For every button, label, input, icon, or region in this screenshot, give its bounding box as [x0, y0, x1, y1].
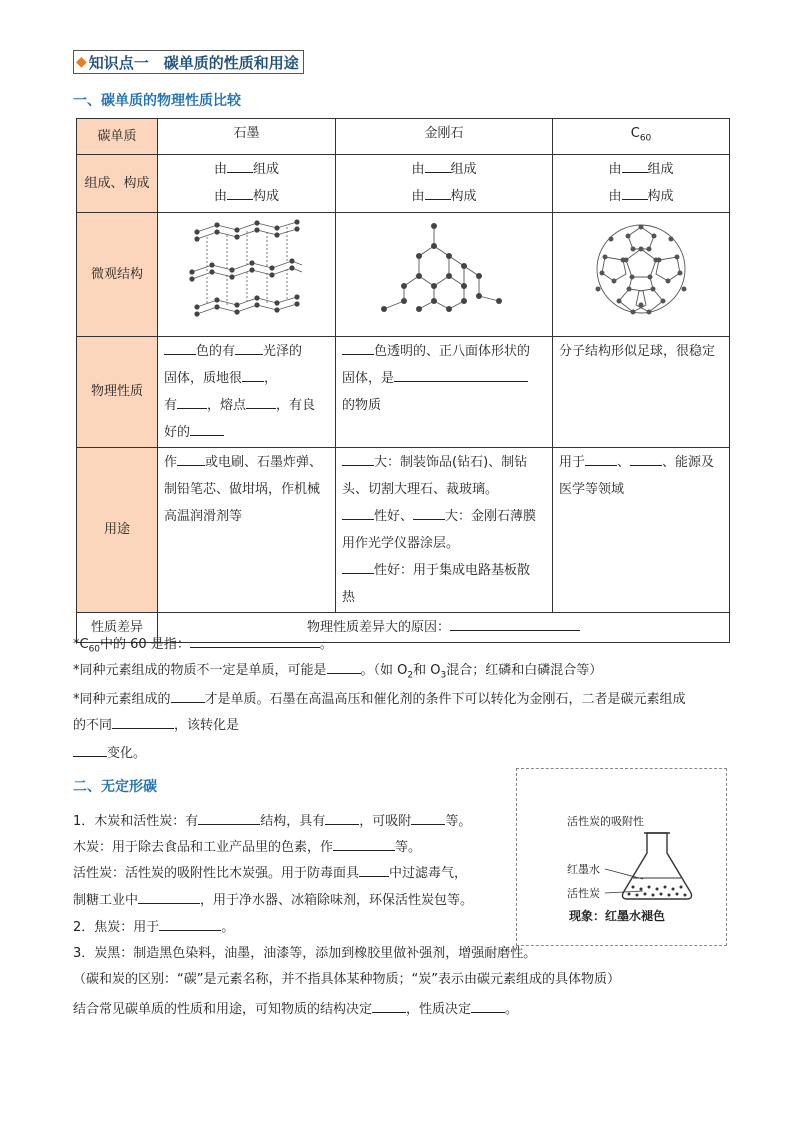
- adsorption-figure: [516, 768, 727, 946]
- diamond-structure-figure: [336, 212, 553, 336]
- amorphous-line-3: 活性炭：活性炭的吸附性比木炭强。用于防毒面具 中过滤毒气，: [73, 862, 467, 884]
- diamond-lattice-icon: [379, 221, 509, 317]
- graphite-structure-figure: [158, 212, 336, 336]
- figure-caption: 现象：红墨水褪色: [569, 909, 666, 923]
- amorphous-line-6: 3．炭黑：制造黑色染料，油墨，油漆等，添加到橡胶里做补强剂，增强耐磨性。: [73, 946, 537, 961]
- note-c60: $*C_{60}$中的 60 是指： 。: [73, 633, 333, 660]
- graphite-composition: 由 组成 由 构成: [158, 154, 336, 212]
- comparison-table: [76, 118, 730, 643]
- c60-composition: 由 组成 由 构成: [553, 154, 730, 212]
- section-2-title: 二、无定形碳: [73, 779, 157, 795]
- diamond-use: 大：制装饰品(钻石)、制钻 头、切割大理石、裁玻璃。 性好、 大：金刚石薄膜 用作光学仪器涂层。 性好：用于集成电路基板散 热: [336, 447, 553, 612]
- diamond-icon: ◆: [76, 54, 87, 70]
- row-label-use: 用途: [77, 447, 158, 612]
- header-cell-graphite: 石墨: [158, 119, 336, 155]
- header-cell-substance: 碳单质: [77, 119, 158, 155]
- diamond-physical: 色透明的、正八面体形状的 固体，是 的物质: [336, 336, 553, 447]
- amorphous-line-2: 木炭：用于除去食品和工业产品里的色素，作 等。: [73, 836, 421, 858]
- amorphous-line-8: 结合常见碳单质的性质和用途，可知物质的结构决定 ，性质决定 。: [73, 998, 518, 1020]
- row-label-micro: 微观结构: [77, 212, 158, 336]
- graphite-use: 作 或电刷、石墨炸弹、 制铅笔芯、做坩埚，作机械 高温润滑剂等: [158, 447, 336, 612]
- graphite-layers-icon: [187, 217, 307, 321]
- amorphous-line-5: 2．焦炭：用于 。: [73, 916, 234, 938]
- figure-title: 活性炭的吸附性: [567, 815, 644, 828]
- note-simple-substance: *同种元素组成的 才是单质。石墨在高温高压和催化剂的条件下可以转化为金刚石，二者是碳元素组成: [73, 688, 686, 710]
- section-1-title: 一、碳单质的物理性质比较: [73, 93, 241, 109]
- pointer-lines: [605, 867, 645, 897]
- amorphous-line-4: 制糖工业中 ，用于净水器、冰箱除味剂，环保活性炭包等。: [73, 889, 473, 911]
- diff-reason: 物理性质差异大的原因：: [158, 612, 730, 642]
- topic-title: ◆ 知识点一 碳单质的性质和用途: [73, 50, 304, 74]
- note-same-element: *同种元素组成的物质不一定是单质，可能是 。（如 $O_2$和 $O_3$混合；红磷和白磷混合等）: [73, 659, 602, 686]
- row-label-diff: 性质差异: [77, 612, 158, 642]
- row-label-composition: 组成、构成: [77, 154, 158, 212]
- amorphous-line-1: 1．木炭和活性炭：有 结构，具有 ，可吸附 等。: [73, 810, 471, 832]
- diamond-composition: 由 组成 由 构成: [336, 154, 553, 212]
- row-label-physical: 物理性质: [77, 336, 158, 447]
- header-cell-c60: $C_{60}$: [553, 119, 730, 155]
- c60-buckyball-icon: [591, 219, 691, 319]
- label-activated-carbon: 活性炭: [567, 887, 600, 900]
- header-cell-diamond: 金刚石: [336, 119, 553, 155]
- label-red-ink: 红墨水: [567, 863, 600, 876]
- note-change: 变化。: [73, 742, 146, 764]
- amorphous-line-7: （碳和炭的区别：“碳”是元素名称，并不指具体某种物质；“炭”表示由碳元素组成的具体物质）: [73, 972, 620, 987]
- c60-structure-figure: [553, 212, 730, 336]
- c60-physical: 分子结构形似足球，很稳定: [553, 336, 730, 447]
- c60-use: 用于 、 、能源及 医学等领域: [553, 447, 730, 612]
- graphite-physical: 色的有 光泽的 固体，质地很 ， 有 ，熔点 ，有良 好的: [158, 336, 336, 447]
- note-allotrope: 的不同 ，该转化是: [73, 714, 239, 736]
